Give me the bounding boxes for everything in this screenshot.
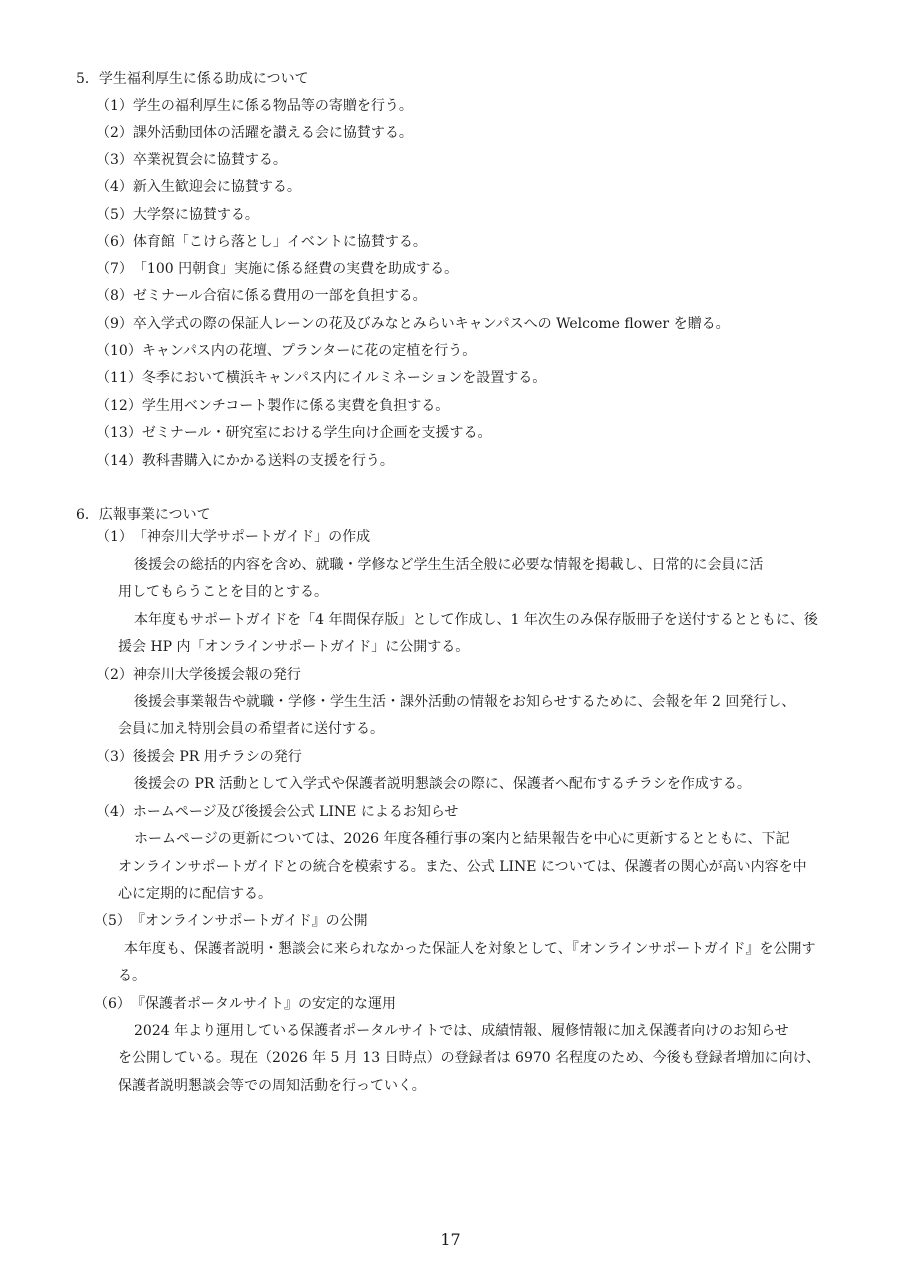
item-text: 卒入学式の際の保証人レーンの花及びみなとみらいキャンパスへの Welcome flower を贈る。 [132, 316, 730, 332]
item-number: （5） [96, 207, 133, 223]
item-number: （2） [96, 125, 133, 141]
paragraph-line: 本年度も、保護者説明・懇談会に来られなかった保証人を対象として、『オンラインサポートガイド』を公開す [124, 941, 816, 957]
paragraph-line: ホームページの更新については、2026 年度各種行事の案内と結果報告を中心に更新するとともに、下記 [134, 831, 790, 847]
item-text: ゼミナール合宿に係る費用の一部を負担する。 [132, 288, 427, 304]
paragraph-line: 会員に加え特別会員の希望者に送付する。 [118, 721, 384, 737]
subsection-title: 後援会 PR 用チラシの発行 [132, 749, 302, 765]
subsection-heading [96, 747, 302, 767]
item-text: 課外活動団体の活躍を讃える会に協賛する。 [132, 125, 413, 141]
list-item [96, 177, 301, 197]
item-number: （10） [96, 343, 142, 359]
list-item [96, 150, 287, 170]
page-number: 17 [440, 1230, 461, 1249]
paragraph-line: 後援会の総括的内容を含め、就職・学修など学生生活全般に必要な情報を掲載し、日常的に会員に活 [134, 557, 764, 573]
subsection-title: 『オンラインサポートガイド』の公開 [130, 913, 368, 929]
item-number: （9） [96, 316, 133, 332]
item-text: 学生の福利厚生に係る物品等の寄贈を行う。 [132, 98, 413, 114]
paragraph-line: 用してもらうことを目的とする。 [118, 584, 328, 600]
paragraph-line: を公開している。現在（2026 年 5 月 13 日時点）の登録者は 6970 名程度のため、今後も登録者増加に向け、 [118, 1050, 821, 1066]
paragraph-line: 本年度もサポートガイドを「4 年間保存版」として作成し、1 年次生のみ保存版冊子を送付するとともに、後 [134, 612, 818, 628]
item-number: （12） [96, 398, 142, 414]
paragraph-line: オンラインサポートガイドとの統合を模索する。また、公式 LINE については、保護者の関心が高い内容を中 [118, 859, 807, 875]
paragraph-line: 援会 HP 内「オンラインサポートガイド」に公開する。 [118, 639, 470, 655]
list-item [96, 259, 458, 279]
list-item [96, 423, 492, 443]
list-item [96, 341, 476, 361]
paragraph-line: 後援会の PR 活動として入学式や保護者説明懇談会の際に、保護者へ配布するチラシを作成する。 [134, 776, 751, 792]
subsection-heading [96, 802, 458, 822]
list-item [96, 451, 394, 471]
list-item [96, 396, 449, 416]
item-number: （2） [96, 667, 133, 683]
list-item [96, 314, 730, 334]
subsection-title: ホームページ及び後援会公式 LINE によるお知らせ [132, 804, 459, 820]
section-5-heading: 5．学生福利厚生に係る助成について [76, 71, 309, 87]
paragraph-line: 後援会事業報告や就職・学修・学生生活・課外活動の情報をお知らせするために、会報を年 2 回発行し、 [134, 694, 796, 710]
item-text: 冬季において横浜キャンパス内にイルミネーションを設置する。 [141, 370, 547, 386]
item-text: 体育館「こけら落とし」イベントに協賛する。 [132, 234, 427, 250]
subsection-title: 『保護者ポータルサイト』の安定的な運用 [130, 996, 396, 1012]
subsection-title: 神奈川大学後援会報の発行 [132, 667, 301, 683]
item-text: 学生用ベンチコート製作に係る実費を負担する。 [141, 398, 450, 414]
list-item [96, 286, 427, 306]
subsection-heading [94, 994, 396, 1014]
subsection-heading [94, 911, 368, 931]
item-number: （7） [96, 261, 133, 277]
list-item [96, 368, 546, 388]
paragraph-line: る。 [118, 968, 146, 984]
item-number: （6） [94, 996, 131, 1012]
list-item [96, 205, 259, 225]
paragraph-line: 2024 年より運用している保護者ポータルサイトでは、成績情報、履修情報に加え保護者向けのお知らせ [134, 1023, 789, 1039]
item-text: ゼミナール・研究室における学生向け企画を支援する。 [141, 425, 492, 441]
list-item [96, 232, 427, 252]
item-number: （6） [96, 234, 133, 250]
list-item [96, 123, 413, 143]
paragraph-line: 心に定期的に配信する。 [118, 886, 272, 902]
item-text: 新入生歓迎会に協賛する。 [132, 179, 301, 195]
item-number: （11） [96, 370, 142, 386]
paragraph-line: 保護者説明懇談会等での周知活動を行っていく。 [118, 1078, 426, 1094]
subsection-heading [96, 665, 301, 685]
item-number: （4） [96, 804, 133, 820]
item-number: （13） [96, 425, 142, 441]
item-number: （4） [96, 179, 133, 195]
item-number: （8） [96, 288, 133, 304]
item-text: キャンパス内の花壇、プランターに花の定植を行う。 [141, 343, 477, 359]
subsection-heading [96, 527, 370, 547]
section-6-heading: 6．広報事業について [76, 507, 211, 523]
item-text: 卒業祝賀会に協賛する。 [132, 152, 287, 168]
item-number: （1） [96, 98, 133, 114]
item-text: 「100 円朝食」実施に係る経費の実費を助成する。 [132, 261, 459, 277]
list-item [96, 96, 413, 116]
item-text: 教科書購入にかかる送料の支援を行う。 [141, 453, 394, 469]
item-number: （1） [96, 529, 133, 545]
subsection-title: 「神奈川大学サポートガイド」の作成 [132, 529, 371, 545]
item-text: 大学祭に協賛する。 [132, 207, 259, 223]
item-number: （3） [96, 152, 133, 168]
item-number: （14） [96, 453, 142, 469]
item-number: （5） [94, 913, 131, 929]
item-number: （3） [96, 749, 133, 765]
